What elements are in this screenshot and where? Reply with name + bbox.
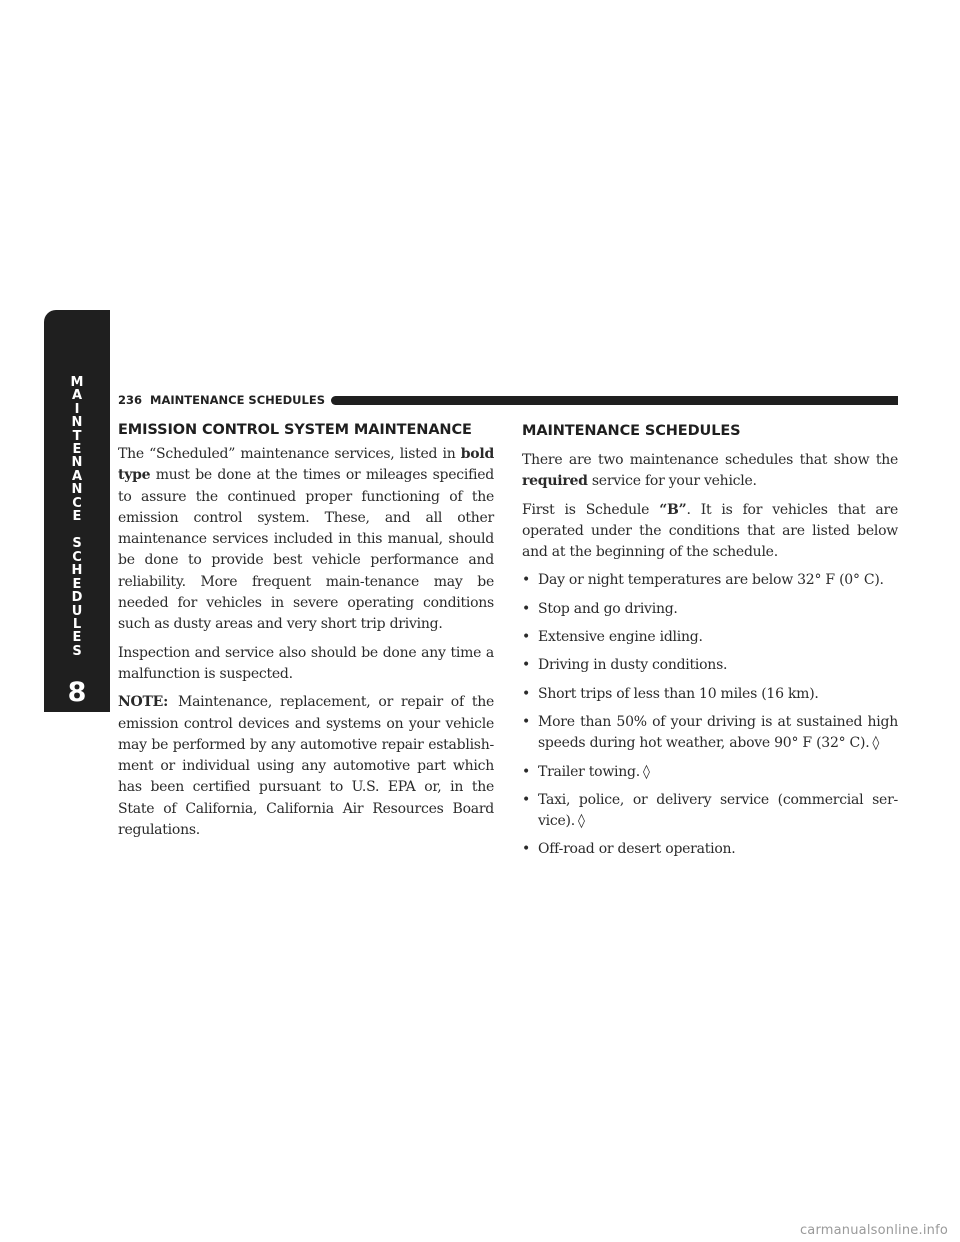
tab-letter: E — [72, 509, 82, 525]
list-item — [522, 570, 898, 591]
text-run: must be done at the times or mileages specified to assure the continued proper functioning of the emission control system. These, and all other maintenance services included in this manual, should be done to provide best vehicle performance and reliability. More frequent main-tenance may be needed for vehicles in severe operating conditions such as dusty areas and very short trip driving. — [118, 467, 494, 633]
tab-letter: C — [72, 495, 82, 511]
emission-paragraph-2: Inspection and service also should be done any time a malfunction is suspected. — [118, 644, 494, 682]
diamond-icon: ◊ — [577, 813, 585, 830]
list-item-text: Short trips of less than 10 miles (16 km). — [538, 685, 819, 702]
bullet-icon: • — [522, 657, 531, 674]
left-column — [118, 420, 494, 848]
note-text: Maintenance, replacement, or repair of the emission control devices and systems on your vehicle may be performed by any automotive repair establish-ment or individual using any automotive part which has been certified pursuant to U.S. EPA or, in the State of California, California Air Resources Board regulations. — [118, 694, 494, 839]
running-header — [118, 392, 898, 408]
watermark: carmanualsonline.info — [799, 1223, 948, 1238]
tab-letter: A — [71, 468, 83, 484]
operating-conditions-list — [522, 570, 898, 860]
diamond-icon: ◊ — [642, 763, 650, 780]
tab-letter: L — [72, 616, 82, 632]
chapter-number: 8 — [67, 677, 87, 708]
tab-letter: I — [74, 401, 80, 417]
bullet-icon: • — [522, 841, 531, 858]
tab-letter: N — [71, 482, 83, 498]
bold-text: bold type — [118, 446, 494, 484]
bullet-icon: • — [522, 791, 531, 808]
list-item — [522, 839, 898, 860]
chapter-side-tab — [44, 310, 110, 712]
tab-letter: C — [72, 549, 82, 565]
list-item-text: Extensive engine idling. — [538, 629, 703, 646]
text-run: There are two maintenance schedules that show the — [522, 452, 898, 468]
list-item — [522, 627, 898, 648]
header-section: MAINTENANCE SCHEDULES — [150, 393, 325, 407]
tab-letter: S — [72, 643, 82, 659]
bullet-icon: • — [522, 572, 531, 589]
tab-letter: H — [71, 563, 83, 579]
tab-letter: A — [71, 388, 83, 404]
bullet-icon: • — [522, 629, 531, 646]
tab-letter: E — [72, 630, 82, 646]
schedules-paragraph-1 — [522, 450, 898, 493]
bold-text: required — [522, 473, 588, 490]
text-run: First is Schedule — [522, 501, 660, 518]
list-item — [522, 684, 898, 705]
bullet-icon: • — [522, 685, 531, 702]
list-item-text: Driving in dusty conditions. — [538, 657, 728, 674]
text-run: service for your vehicle. — [587, 473, 757, 490]
tab-letter: N — [71, 455, 83, 471]
tab-letter: E — [72, 442, 82, 458]
header-text — [118, 393, 325, 407]
list-item — [522, 790, 898, 833]
note-label: NOTE: — [118, 694, 168, 711]
emission-section-title: EMISSION CONTROL SYSTEM MAINTENANCE — [118, 422, 472, 438]
tab-letter: T — [72, 428, 82, 444]
list-item-text: Trailer towing. — [538, 763, 640, 780]
text-run: The “Scheduled” maintenance services, listed in — [118, 446, 461, 462]
list-item-text: Stop and go driving. — [538, 600, 678, 617]
right-column — [522, 421, 898, 868]
list-item — [522, 712, 898, 755]
list-item-text: Off-road or desert operation. — [538, 841, 736, 858]
tab-letter: N — [71, 415, 83, 431]
list-item — [522, 762, 898, 783]
emission-note — [118, 692, 494, 841]
page-number: 236 — [118, 393, 143, 407]
bullet-icon: • — [522, 763, 531, 780]
tab-letter: S — [72, 536, 82, 552]
diamond-icon: ◊ — [872, 735, 880, 752]
list-item — [522, 655, 898, 676]
list-item-text: More than 50% of your driving is at sustained high speeds during hot weather, above 90° F (32° C). — [538, 713, 898, 752]
tab-letter: E — [72, 576, 82, 592]
list-item — [522, 599, 898, 620]
text-run: . It is for vehicles that are operated under the conditions that are listed below and at the beginning of the schedule. — [522, 501, 898, 561]
emission-paragraph-1 — [118, 444, 494, 636]
tab-letter: M — [70, 375, 84, 390]
bullet-icon: • — [522, 713, 531, 730]
schedules-section-title: MAINTENANCE SCHEDULES — [522, 423, 741, 439]
list-item-text: Taxi, police, or delivery service (commercial ser-vice). — [538, 791, 898, 830]
tab-letter: U — [71, 603, 83, 619]
chapter-tab-title — [44, 376, 110, 658]
schedules-paragraph-2 — [522, 500, 898, 564]
header-rule — [331, 396, 898, 405]
bullet-icon: • — [522, 600, 531, 617]
bold-text: “B” — [659, 501, 687, 518]
tab-letter: D — [71, 590, 83, 606]
tab-letter-gap — [44, 523, 110, 537]
list-item-text: Day or night temperatures are below 32° F (0° C). — [538, 572, 884, 589]
